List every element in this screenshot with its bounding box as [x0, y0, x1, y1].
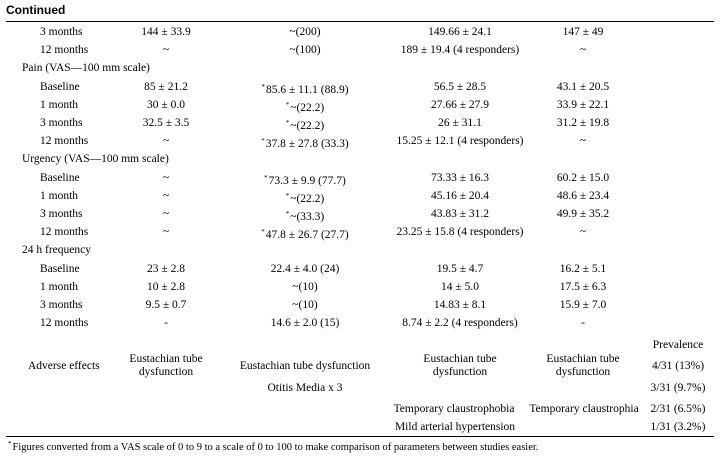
- table-cell-c4: ~: [579, 226, 587, 239]
- row-label: Baseline: [40, 80, 80, 93]
- table-cell-c1: ~: [162, 226, 170, 239]
- cell-text: 47.8 ± 26.7 (27.7): [265, 229, 349, 242]
- table-cell-c1: 9.5 ± 0.7: [145, 299, 187, 311]
- table-cell-c4: 33.9 ± 22.1: [556, 98, 610, 111]
- row-label: Baseline: [40, 262, 80, 275]
- table-cell-c1: 32.5 ± 3.5: [142, 117, 190, 129]
- table-cell-c3: 73.33 ± 16.3: [430, 171, 490, 184]
- table-cell-c4: 48.6 ± 23.4: [556, 189, 610, 202]
- table-cell-c3: 56.5 ± 28.5: [433, 80, 487, 93]
- row-label: 12 months: [40, 135, 89, 148]
- table-cell-c4: ~: [579, 135, 587, 148]
- cell-text: ~(33.3): [290, 211, 325, 223]
- row-label: 1 month: [40, 189, 79, 202]
- row-label: 3 months: [40, 208, 83, 220]
- adverse-effects-label: Adverse effects: [28, 360, 100, 372]
- table-title: Continued: [6, 3, 66, 17]
- table-cell-c3: 14 ± 5.0: [441, 280, 479, 293]
- table-cell-c1: ~: [162, 44, 170, 57]
- prevalence-1: 4/31 (13%): [651, 360, 705, 372]
- table-cell-c4: -: [581, 317, 585, 330]
- table-cell-c3: 23.25 ± 15.8 (4 responders): [396, 226, 524, 239]
- table-cell-c4: 49.9 ± 35.2: [556, 208, 610, 220]
- table-cell-c1: ~: [162, 208, 170, 220]
- prevalence-2: 3/31 (9.7%): [650, 382, 706, 394]
- table-cell-c2: ~(10): [292, 299, 318, 311]
- table-cell-c1: ~: [162, 189, 170, 202]
- table-cell-c4: 17.5 ± 6.3: [559, 280, 607, 293]
- table-cell-c3: 15.25 ± 12.1 (4 responders): [396, 135, 524, 148]
- bottom-rule: [6, 436, 714, 437]
- table-cell-c3: 26 ± 31.1: [438, 117, 482, 129]
- table-cell-c3: 14.83 ± 8.1: [433, 299, 487, 311]
- cell-text: ~(22.2): [290, 120, 325, 132]
- table-cell-c2: [286, 190, 325, 206]
- table-cell-c4: 16.2 ± 5.1: [559, 262, 607, 275]
- adverse-c3-line1: Eustachian tube: [423, 353, 497, 365]
- cell-text: 37.8 ± 27.8 (33.3): [265, 138, 349, 151]
- row-label: 3 months: [40, 299, 83, 311]
- table-cell-c3: 43.83 ± 31.2: [430, 208, 490, 220]
- table-cell-c4: 31.2 ± 19.8: [556, 117, 610, 129]
- cell-text: 85.6 ± 11.1 (88.9): [265, 83, 349, 96]
- adverse-claustro-c4: Temporary claustrophia: [529, 403, 639, 415]
- prevalence-3: 2/31 (6.5%): [650, 403, 706, 415]
- footnote-marker: *: [285, 100, 290, 109]
- adverse-claustro-c3: Temporary claustrophobia: [393, 403, 515, 415]
- footnote-marker: *: [285, 191, 290, 200]
- table-cell-c1: 144 ± 33.9: [141, 26, 191, 38]
- row-label: 1 month: [40, 280, 79, 293]
- footnote-marker: *: [261, 228, 265, 237]
- adverse-c2: Eustachian tube dysfunction: [239, 360, 371, 372]
- table-cell-c2: [286, 117, 325, 133]
- table-cell-c4: 60.2 ± 15.0: [556, 171, 610, 184]
- table-cell-c3: 8.74 ± 2.2 (4 responders): [402, 317, 518, 330]
- table-cell-c3: 149.66 ± 24.1: [428, 26, 492, 38]
- section-header: 24 h frequency: [22, 244, 91, 257]
- table-cell-c2: [261, 226, 348, 242]
- section-header: Pain (VAS—100 mm scale): [22, 62, 150, 75]
- table-cell-c2: ~(100): [289, 44, 321, 57]
- table-cell-c2: [261, 135, 348, 151]
- table-cell-c2: [264, 172, 346, 188]
- table-cell-c3: 27.66 ± 27.9: [430, 98, 490, 111]
- table-cell-c2: 14.6 ± 2.0 (15): [270, 317, 340, 330]
- section-header: Urgency (VAS—100 mm scale): [22, 153, 169, 166]
- cell-text: ~(22.2): [290, 101, 325, 114]
- row-label: 12 months: [40, 226, 89, 239]
- footnote-marker: *: [261, 137, 265, 146]
- footnote-marker: *: [261, 82, 265, 91]
- row-label: 1 month: [40, 98, 79, 111]
- table-cell-c2: [261, 81, 348, 97]
- table-cell-c1: 10 ± 2.8: [147, 280, 185, 293]
- table-cell-c2: ~(10): [292, 280, 318, 293]
- row-label: 3 months: [40, 117, 83, 129]
- table-cell-c1: 23 ± 2.8: [147, 262, 185, 275]
- table-cell-c2: [286, 99, 325, 115]
- table-cell-c2: ~(200): [289, 26, 321, 38]
- row-label: 3 months: [40, 26, 83, 38]
- adverse-hypertension: Mild arterial hypertension: [394, 421, 516, 433]
- cell-text: 73.3 ± 9.9 (77.7): [268, 174, 346, 187]
- top-rule: [6, 21, 714, 22]
- table-cell-c4: 15.9 ± 7.0: [559, 299, 607, 311]
- table-cell-c1: ~: [162, 135, 170, 148]
- footnote-text: Figures converted from a VAS scale of 0 to 9 to a scale of 0 to 100 to make comparison of parameters between studies easier.: [12, 442, 539, 453]
- table-cell-c1: ~: [162, 171, 170, 184]
- table-footnote: [8, 440, 538, 453]
- table-cell-c2: [286, 208, 325, 224]
- adverse-otitis: Otitis Media x 3: [267, 382, 343, 394]
- footnote-marker: *: [285, 210, 290, 218]
- table-cell-c1: 30 ± 0.0: [147, 98, 185, 111]
- prevalence-4: 1/31 (3.2%): [650, 421, 706, 433]
- footnote-star: *: [8, 440, 12, 448]
- cell-text: ~(22.2): [290, 192, 325, 205]
- table-cell-c2: 22.4 ± 4.0 (24): [270, 262, 340, 275]
- table-cell-c4: 43.1 ± 20.5: [556, 80, 610, 93]
- table-cell-c1: -: [164, 317, 168, 330]
- adverse-c1-line2: dysfunction: [138, 366, 194, 378]
- footnote-marker: *: [264, 173, 268, 182]
- row-label: Baseline: [40, 171, 80, 184]
- row-label: 12 months: [40, 317, 89, 330]
- table-cell-c3: 45.16 ± 20.4: [430, 189, 490, 202]
- row-label: 12 months: [40, 44, 89, 57]
- adverse-c1-line1: Eustachian tube: [129, 353, 203, 365]
- adverse-c4-line1: Eustachian tube: [546, 353, 620, 365]
- table-cell-c1: 85 ± 21.2: [144, 80, 188, 93]
- prevalence-header: Prevalence: [652, 339, 704, 351]
- table-cell-c3: 189 ± 19.4 (4 responders): [400, 44, 520, 57]
- adverse-c3-line2: dysfunction: [432, 366, 488, 378]
- adverse-c4-line2: dysfunction: [555, 366, 611, 378]
- footnote-marker: *: [285, 119, 290, 127]
- table-cell-c4: 147 ± 49: [562, 26, 604, 38]
- table-cell-c4: ~: [579, 44, 587, 57]
- table-cell-c3: 19.5 ± 4.7: [436, 262, 484, 275]
